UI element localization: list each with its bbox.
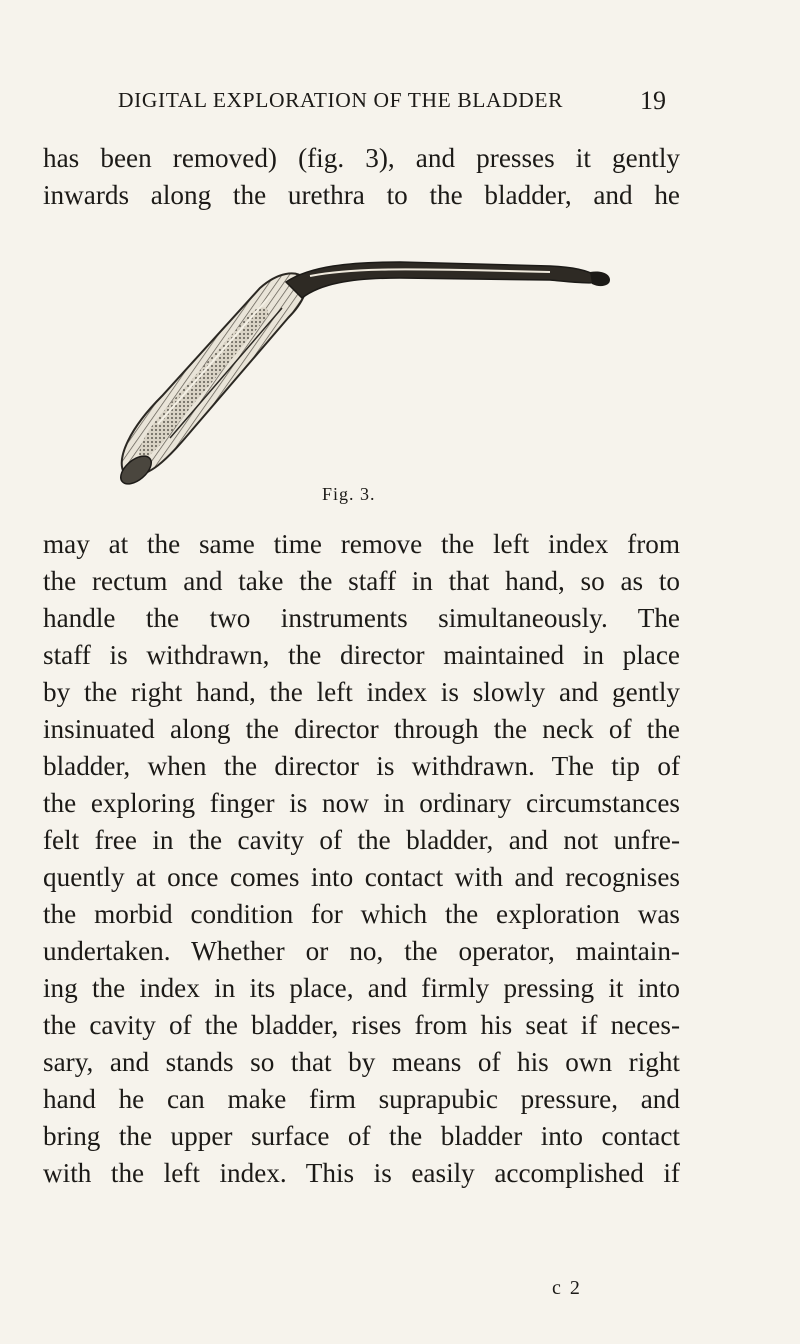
page-number: 19 [640,86,666,115]
text-line: hand he can make firm suprapubic pressure, and [43,1084,680,1114]
text-line: inwards along the urethra to the bladder, and he [43,180,680,210]
text-line: insinuated along the director through the neck of the [43,714,680,744]
text-line: the exploring finger is now in ordinary circumstances [43,788,680,818]
text-line: the cavity of the bladder, rises from his seat if neces- [43,1010,680,1040]
text-line: staff is withdrawn, the director maintained in place [43,640,680,670]
text-line: handle the two instruments simultaneously. The [43,603,680,633]
text-line: bladder, when the director is withdrawn. The tip of [43,751,680,781]
text-line: with the left index. This is easily accomplished if [43,1158,680,1188]
text-line: quently at once comes into contact with and recognises [43,862,680,892]
signature-mark: c 2 [552,1277,582,1299]
text-line: has been removed) (fig. 3), and presses it gently [43,143,680,173]
text-line: the rectum and take the staff in that hand, so as to [43,566,680,596]
figure-caption: Fig. 3. [322,484,376,504]
text-line: by the right hand, the left index is slowly and gently [43,677,680,707]
text-line: may at the same time remove the left index from [43,529,680,559]
text-line: felt free in the cavity of the bladder, and not unfre- [43,825,680,855]
text-line: ing the index in its place, and firmly pressing it into [43,973,680,1003]
running-title: DIGITAL EXPLORATION OF THE BLADDER [118,88,564,112]
text-line: sary, and stands so that by means of his own right [43,1047,680,1077]
text-line: bring the upper surface of the bladder into contact [43,1121,680,1151]
text-line: undertaken. Whether or no, the operator, maintain- [43,936,680,966]
bladder-staff-instrument-icon [110,248,630,498]
text-line: the morbid condition for which the exploration was [43,899,680,929]
